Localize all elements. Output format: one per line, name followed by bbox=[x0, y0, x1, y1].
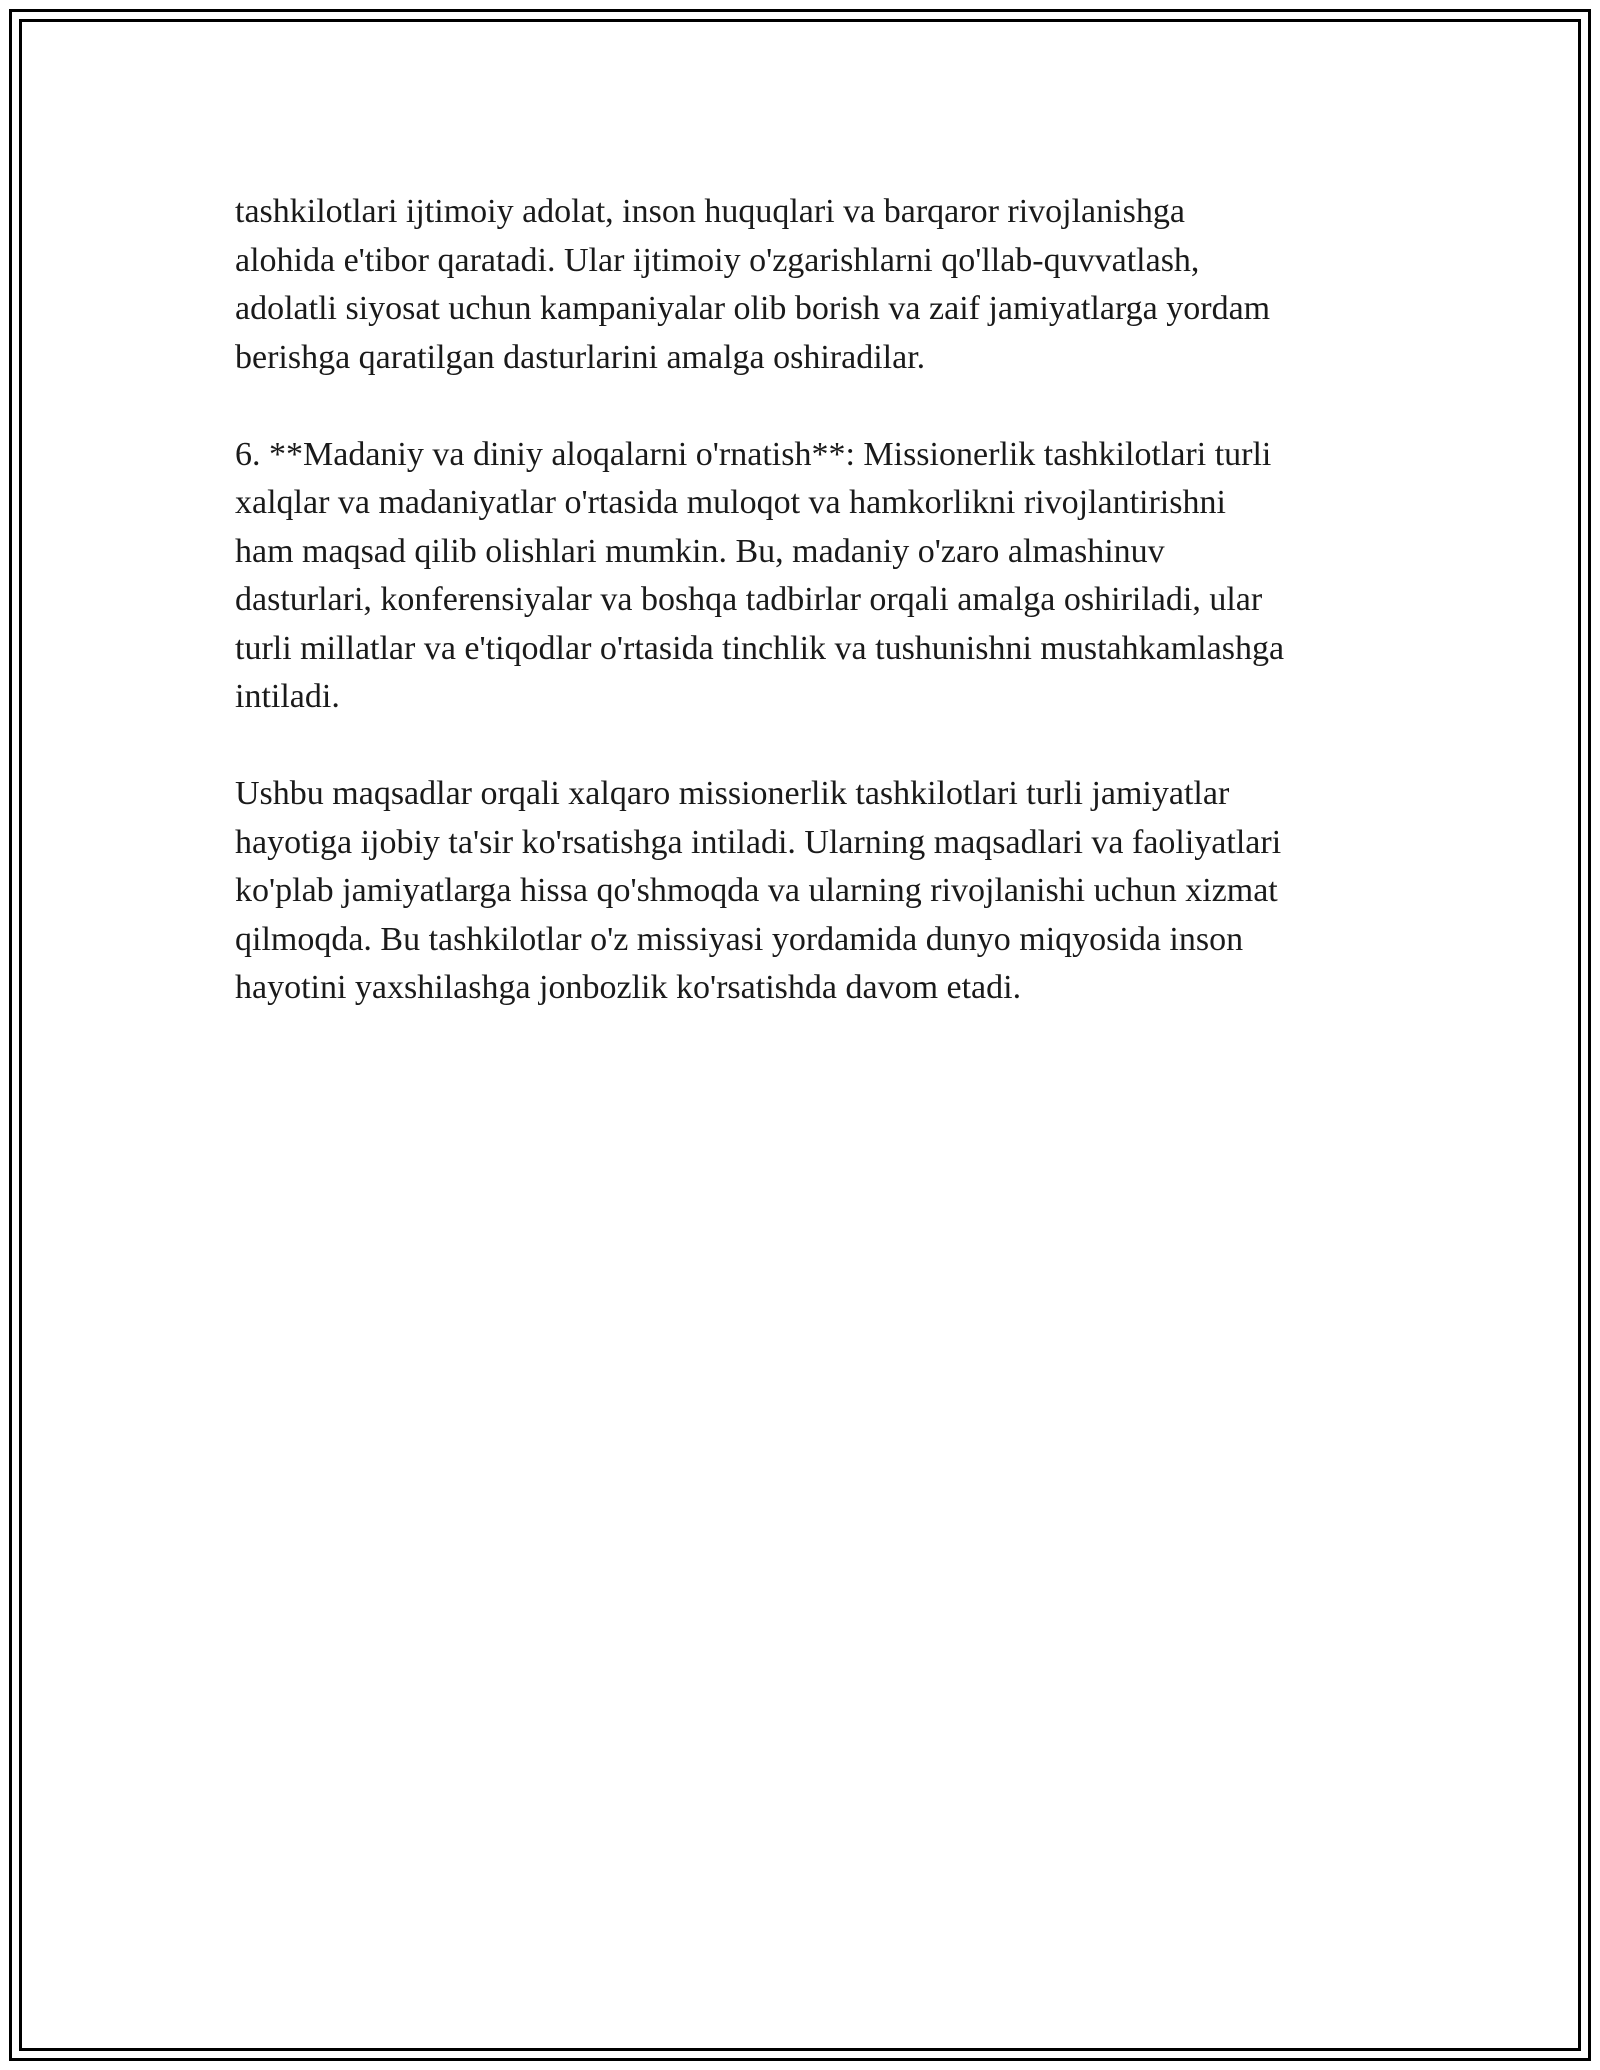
text-line: hayotiga ijobiy ta'sir ko'rsatishga intiladi. Ularning maqsadlari va faoliyatlari bbox=[235, 823, 1282, 861]
text-line: alohida e'tibor qaratadi. Ular ijtimoiy o'zgarishlarni qo'llab-quvvatlash, bbox=[235, 241, 1200, 279]
text-line: 6. **Madaniy va diniy aloqalarni o'rnatish**: Missionerlik tashkilotlari turli bbox=[235, 435, 1272, 473]
text-line: intiladi. bbox=[235, 678, 340, 715]
text-line: turli millatlar va e'tiqodlar o'rtasida tinchlik va tushunishni mustahkamlashga bbox=[235, 629, 1285, 667]
text-line: adolatli siyosat uchun kampaniyalar olib borish va zaif jamiyatlarga yordam bbox=[235, 290, 1271, 327]
text-line: xalqlar va madaniyatlar o'rtasida muloqot va hamkorlikni rivojlantirishni bbox=[235, 484, 1226, 521]
text-line: qilmoqda. Bu tashkilotlar o'z missiyasi yordamida dunyo miqyosida inson bbox=[235, 920, 1244, 958]
text-line: hayotini yaxshilashga jonbozlik ko'rsatishda davom etadi. bbox=[235, 969, 1022, 1006]
paragraph-1 bbox=[235, 188, 1365, 382]
text-line: berishga qaratilgan dasturlarini amalga oshiradilar. bbox=[235, 338, 926, 376]
text-line: tashkilotlari ijtimoiy adolat, inson huquqlari va barqaror rivojlanishga bbox=[235, 193, 1185, 230]
paragraph-2 bbox=[235, 431, 1365, 722]
document-body bbox=[235, 188, 1365, 1061]
text-line: ham maqsad qilib olishlari mumkin. Bu, madaniy o'zaro almashinuv bbox=[235, 532, 1165, 570]
text-line: ko'plab jamiyatlarga hissa qo'shmoqda va ularning rivojlanishi uchun xizmat bbox=[235, 872, 1278, 909]
text-line: Ushbu maqsadlar orqali xalqaro missionerlik tashkilotlari turli jamiyatlar bbox=[235, 775, 1230, 812]
text-line: dasturlari, konferensiyalar va boshqa tadbirlar orqali amalga oshiriladi, ular bbox=[235, 581, 1263, 618]
paragraph-3 bbox=[235, 770, 1365, 1013]
